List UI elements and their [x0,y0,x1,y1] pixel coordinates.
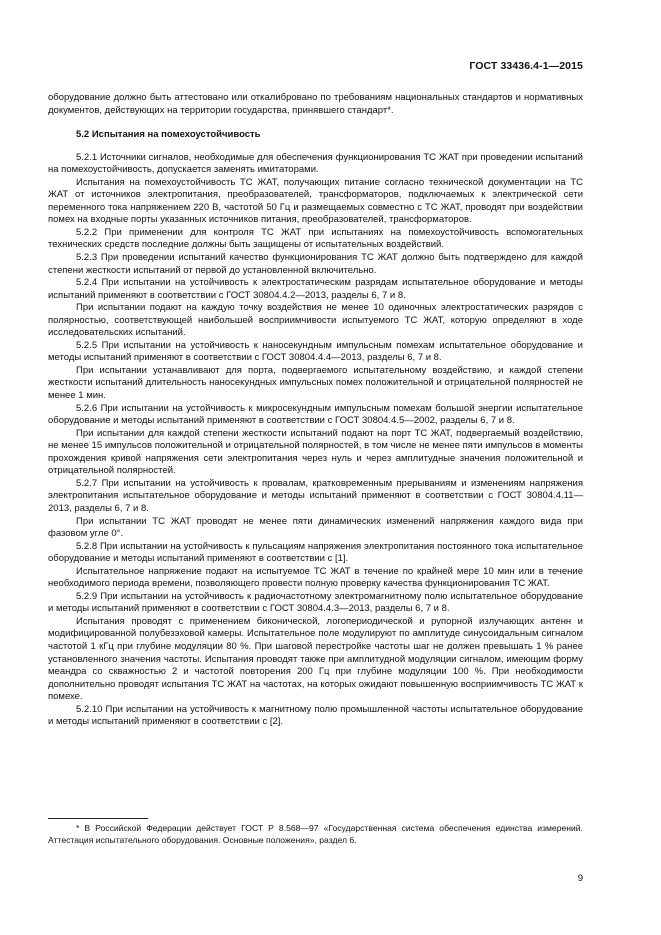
paragraph: Испытательное напряжение подают на испытуемое ТС ЖАТ в течение по крайней мере 10 мин или в течение необходимого периода времени, позволяющего провести полную проверку качества функционирования ТС ЖАТ. [48,565,583,590]
paragraph-continuation: оборудование должно быть аттестовано или откалибровано по требованиям национальных стандартов и нормативных документов, действующих на территории государства, принявшего стандарт*. [48,92,583,116]
page-number: 9 [577,873,583,884]
footnote-divider [48,818,148,819]
paragraph: При испытании ТС ЖАТ проводят не менее пяти динамических изменений напряжения каждого вида при фазовом угле 0°. [48,515,583,540]
document-header: ГОСТ 33436.4-1—2015 [469,60,583,72]
paragraph-5-2-5: 5.2.5 При испытании на устойчивость к наносекундным импульсным помехам испытательное оборудование и методы испытаний применяют в соответствии с ГОСТ 30804.4.4—2013, разделы 6, 7 и 8. [48,339,583,364]
paragraph: При испытании подают на каждую точку воздействия не менее 10 одиночных электростатических разрядов с полярностью, соответствующей наибольшей восприимчивости испытуемого ТС ЖАТ, которую определяют в ходе исследовательских испытаний. [48,302,583,339]
paragraph-5-2-2: 5.2.2 При применении для контроля ТС ЖАТ при испытаниях на помехоустойчивость вспомогательных технических средств последние должны быть защищены от испытательных воздействий. [48,226,583,251]
paragraph-5-2-9: 5.2.9 При испытании на устойчивость к радиочастотному электромагнитному полю испытательное оборудование и методы испытаний применяют в соответствии с ГОСТ 30804.4.3—2013, разделы 6, 7 и 8. [48,590,583,615]
paragraph-5-2-10: 5.2.10 При испытании на устойчивость к магнитному полю промышленной частоты испытательное оборудование и методы испытаний применяют в соответствии с [2]. [48,703,583,728]
document-body [48,92,583,729]
paragraph: Испытания проводят с применением биконической, логопериодической и рупорной излучающих антенн и модифицированной полубезэховой камеры. Испытательное поле модулируют по амплитуде синусоидальным сигналом частотой 1 кГц при глубине модуляции 80 %. При шаговой перестройке частоты шаг не должен превышать 1 % ранее установленного значения частоты. Испытания проводят также при амплитудной модуляции сигналом, имеющим форму меандра со скважностью 2 и частотой повторения 200 Гц при глубине модуляции 100 %. При необходимости дополнительно проводят испытания ТС ЖАТ на частотах, на которых ожидают повышенную восприимчивость ТС ЖАТ к помехе. [48,615,583,703]
paragraph: Испытания на помехоустойчивость ТС ЖАТ, получающих питание согласно технической документации на ТС ЖАТ от источников электропитания, преобразователей, трансформаторов, подключаемых к электрической сети переменного тока напряжением 220 В, частотой 50 Гц и размещаемых совместно с ТС ЖАТ, проводят при воздействии помех на входные порты указанных источников питания, преобразователей, трансформаторов. [48,176,583,226]
paragraph: При испытании для каждой степени жесткости испытаний подают на порт ТС ЖАТ, подвергаемый воздействию, не менее 15 импульсов положительной и отрицательной полярностей, в том числе не менее пяти импульсов в моменты прохождения кривой напряжения сети электропитания через нуль и через амплитудные значения положительной и отрицательной полярностей. [48,427,583,477]
paragraph-5-2-4: 5.2.4 При испытании на устойчивость к электростатическим разрядам испытательное оборудование и методы испытаний применяют в соответствии с ГОСТ 30804.4.2—2013, разделы 6, 7 и 8. [48,277,583,301]
paragraph-5-2-7: 5.2.7 При испытании на устойчивость к провалам, кратковременным прерываниям и изменениям напряжения электропитания испытательное оборудование и методы испытаний применяют в соответствии с ГОСТ 30804.4.11—2013, разделы 6, 7 и 8. [48,477,583,514]
paragraph-5-2-3: 5.2.3 При проведении испытаний качество функционирования ТС ЖАТ должно быть подтверждено для каждой степени жесткости испытаний от первой до установленной включительно. [48,252,583,276]
paragraph: При испытании устанавливают для порта, подвергаемого испытательному воздействию, и каждой степени жесткости испытаний длительность наносекундных импульсных помех положительной и отрицательной полярностей не менее 1 мин. [48,364,583,402]
paragraph-5-2-1: 5.2.1 Источники сигналов, необходимые для обеспечения функционирования ТС ЖАТ при проведении испытаний на помехоустойчивость, допускается заменять имитаторами. [48,151,583,176]
section-heading-5-2: 5.2 Испытания на помехоустойчивость [76,129,261,141]
footnote [48,823,583,846]
paragraph-5-2-8: 5.2.8 При испытании на устойчивость к пульсациям напряжения электропитания постоянного тока испытательное оборудование и методы испытаний применяют в соответствии с [1]. [48,540,583,565]
footnote-text: * В Российской Федерации действует ГОСТ Р 8.568—97 «Государственная система обеспечения единства измерений. Аттестация испытательного оборудования. Основные положения», раздел 6. [48,823,583,845]
paragraph-5-2-6: 5.2.6 При испытании на устойчивость к микросекундным импульсным помехам большой энергии испытательное оборудование и методы испытаний применяют в соответствии с ГОСТ 30804.4.5—2002, разделы 6, 7 и 8. [48,402,583,427]
